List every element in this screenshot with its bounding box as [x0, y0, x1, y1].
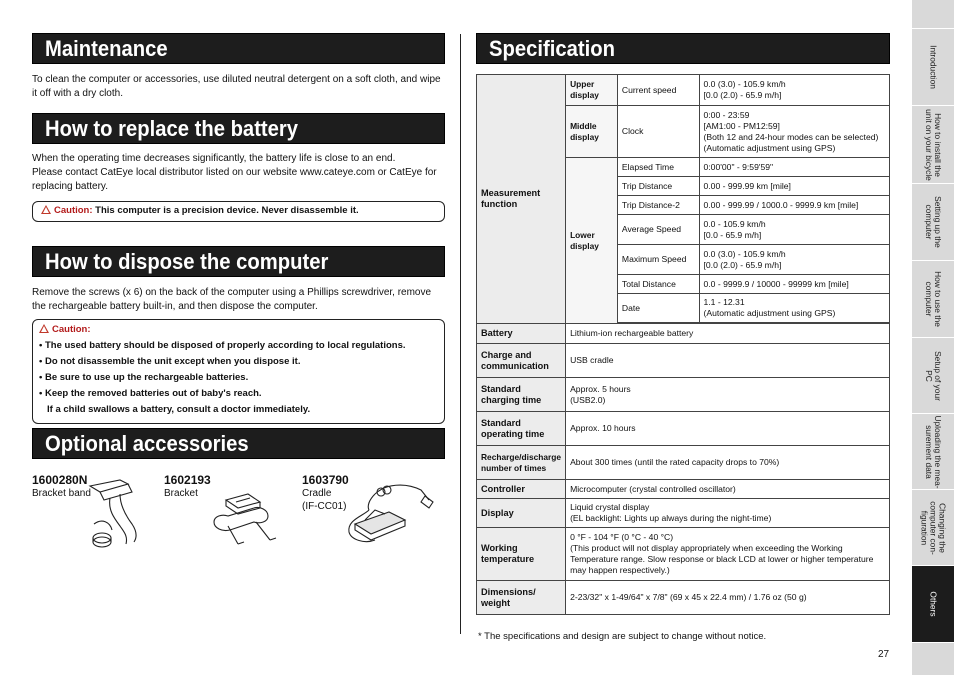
value-line: (USB2.0) — [570, 394, 606, 405]
page-number: 27 — [878, 649, 890, 660]
table-row — [477, 378, 890, 412]
column-divider — [460, 34, 461, 634]
tab-label: Changing the computer con- figuration — [919, 500, 948, 555]
battery-label: Battery — [477, 324, 566, 344]
battery-caution-box — [32, 201, 445, 222]
tab-changing-config[interactable] — [912, 489, 954, 565]
upper-display-label: Upper display — [566, 75, 618, 106]
dimensions-value: 2-23/32" x 1-49/64" x 7/8" (69 x 45 x 22.4 mm) / 1.76 oz (50 g) — [566, 581, 890, 615]
tab-label: Introduction — [928, 45, 939, 89]
table-row — [477, 324, 890, 344]
caution-bullet: • The used battery should be disposed of properly according to local regulations. — [39, 340, 406, 351]
recharge-value: About 300 times (until the rated capacity drops to 70%) — [566, 446, 890, 480]
table-row — [477, 480, 890, 499]
cradle-illustration — [345, 480, 435, 550]
tab-label: How to use the computer — [924, 271, 943, 327]
spec-footnote: * The specifications and design are subject to change without notice. — [478, 631, 767, 642]
trip-distance-value: 0.00 - 999.99 km [mile] — [699, 177, 889, 196]
accessory-name: Bracket band — [32, 488, 91, 499]
table-row — [477, 528, 890, 581]
value-line: [0.0 (2.0) - 65.9 m/h] — [703, 259, 782, 270]
replace-battery-line2: Please contact CatEye local distributor listed on our website www.cateye.com or CatEye for replacing battery. — [32, 167, 437, 192]
std-charging-label: Standard charging time — [477, 378, 566, 412]
warning-icon — [41, 205, 51, 214]
accessory-code: 1600280N — [32, 473, 88, 487]
table-row — [477, 344, 890, 378]
tab-label: How to install the unit on your bicycle — [924, 108, 943, 181]
tab-setup-pc[interactable] — [912, 337, 954, 413]
table-row — [477, 75, 890, 106]
value-line: Liquid crystal display — [570, 502, 650, 512]
maintenance-heading: Maintenance — [32, 33, 445, 64]
tab-setting-up[interactable] — [912, 183, 954, 260]
lower-display-label: Lower display — [566, 158, 618, 324]
maximum-speed-label: Maximum Speed — [617, 245, 699, 275]
value-line: (Automatic adjustment using GPS) — [703, 308, 836, 318]
value-line: 0.0 - 105.9 km/h — [703, 218, 766, 229]
tab-label: Others — [928, 591, 939, 617]
accessory-code: 1603790 — [302, 473, 349, 487]
working-temp-label: Working temperature — [477, 528, 566, 581]
trip-distance2-value: 0.00 - 999.99 / 1000.0 - 9999.9 km [mile] — [699, 196, 889, 215]
tab-label: Uploading the mea- surement data — [924, 414, 943, 489]
std-charging-value — [566, 378, 890, 412]
value-line: (This product will not display appropriately when exceeding the Working Temperature range. Slow response or black LCD at lower or higher temperature may happen respectively.) — [570, 543, 874, 575]
caution-text: This computer is a precision device. Never disassemble it. — [95, 205, 359, 216]
total-distance-value: 0.0 - 9999.9 / 10000 - 99999 km [mile] — [699, 275, 889, 294]
maximum-speed-value — [699, 245, 889, 275]
controller-value: Microcomputer (crystal controlled oscillator) — [566, 480, 890, 499]
caution-bullet-cont: If a child swallows a battery, consult a doctor immediately. — [47, 404, 311, 415]
specification-heading: Specification — [476, 33, 890, 64]
accessories-heading: Optional accessories — [32, 428, 445, 459]
value-line: (EL backlight: Lights up always during the night-time) — [570, 513, 772, 523]
middle-display-label: Middle display — [566, 106, 618, 158]
caution-bullet: • Be sure to use up the rechargeable batteries. — [39, 372, 249, 383]
measurement-label: Measurement function — [477, 75, 566, 324]
value-line: (Automatic adjustment using GPS) — [703, 142, 836, 153]
value-line: 0.0 (3.0) - 105.9 km/h — [703, 79, 786, 89]
dispose-caution-box — [32, 319, 445, 424]
value-line: 0:00 - 23:59 — [703, 109, 750, 120]
charge-label: Charge and communication — [477, 344, 566, 378]
maintenance-text: To clean the computer or accessories, use diluted neutral detergent on a soft cloth, and wipe it off with a dry cloth. — [32, 74, 441, 99]
replace-battery-text — [32, 152, 446, 194]
tab-introduction[interactable] — [912, 28, 954, 105]
tab-label: Setup of your PC — [924, 350, 943, 401]
table-row — [477, 581, 890, 615]
value-line: [0.0 - 65.9 m/h] — [703, 229, 762, 240]
std-operating-label: Standard operating time — [477, 412, 566, 446]
bracket-band-illustration — [80, 474, 155, 554]
clock-label: Clock — [617, 106, 699, 158]
value-line: (Both 12 and 24-hour modes can be selected) — [703, 131, 879, 142]
accessory-code: 1602193 — [164, 473, 211, 487]
caution-label: Caution: — [54, 205, 93, 216]
accessory-name: Bracket — [164, 488, 198, 499]
caution-label: Caution: — [52, 324, 91, 335]
display-label: Display — [477, 499, 566, 528]
date-label: Date — [617, 294, 699, 323]
table-row — [477, 499, 890, 528]
current-speed-label: Current speed — [617, 75, 699, 106]
charge-value: USB cradle — [566, 344, 890, 378]
tab-label: Setting up the computer — [924, 196, 943, 248]
recharge-label: Recharge/discharge number of times — [477, 446, 566, 480]
caution-bullet: • Keep the removed batteries out of baby's reach. — [39, 388, 262, 399]
sidebar-bottom — [912, 643, 954, 675]
display-value — [566, 499, 890, 528]
trip-distance-label: Trip Distance — [617, 177, 699, 196]
replace-battery-line1: When the operating time decreases significantly, the battery life is close to an end. — [32, 153, 396, 164]
tab-how-to-use[interactable] — [912, 260, 954, 337]
sidebar-nav — [912, 28, 954, 642]
accessory-name: Cradle — [302, 488, 332, 499]
controller-label: Controller — [477, 480, 566, 499]
table-row — [477, 446, 890, 480]
working-temp-value — [566, 528, 890, 581]
value-line: [0.0 (2.0) - 65.9 m/h] — [703, 90, 782, 100]
dispose-text: Remove the screws (x 6) on the back of the computer using a Phillips screwdriver, remove the rechargeable battery built-in, and then dispose the computer. — [32, 287, 432, 312]
replace-battery-heading: How to replace the battery — [32, 113, 445, 144]
current-speed-value — [699, 75, 889, 106]
elapsed-time-value: 0:00'00" - 9:59'59" — [699, 158, 889, 177]
accessory-name2: (IF-CC01) — [302, 501, 347, 512]
value-line: 1.1 - 12.31 — [703, 297, 745, 307]
trip-distance2-label: Trip Distance-2 — [617, 196, 699, 215]
value-line: [AM1:00 - PM12:59] — [703, 120, 780, 131]
dispose-heading: How to dispose the computer — [32, 246, 445, 277]
warning-icon — [39, 324, 49, 333]
average-speed-label: Average Speed — [617, 215, 699, 245]
average-speed-value — [699, 215, 889, 245]
clock-value — [699, 106, 889, 158]
tab-install-unit[interactable] — [912, 105, 954, 183]
value-line: 0 °F - 104 °F (0 °C - 40 °C) — [570, 532, 674, 542]
battery-value: Lithium-ion rechargeable battery — [566, 324, 890, 344]
value-line: Approx. 5 hours — [570, 383, 631, 394]
tab-uploading[interactable] — [912, 413, 954, 489]
specification-table — [476, 74, 890, 615]
caution-bullet: • Do not disassemble the unit except when you dispose it. — [39, 356, 301, 367]
table-row — [477, 412, 890, 446]
std-operating-value: Approx. 10 hours — [566, 412, 890, 446]
date-value — [699, 294, 889, 323]
value-line: 0.0 (3.0) - 105.9 km/h — [703, 248, 786, 259]
total-distance-label: Total Distance — [617, 275, 699, 294]
tab-others[interactable] — [912, 565, 954, 642]
elapsed-time-label: Elapsed Time — [617, 158, 699, 177]
bracket-illustration — [208, 482, 288, 552]
sidebar-top — [912, 0, 954, 28]
dimensions-label: Dimensions/ weight — [477, 581, 566, 615]
